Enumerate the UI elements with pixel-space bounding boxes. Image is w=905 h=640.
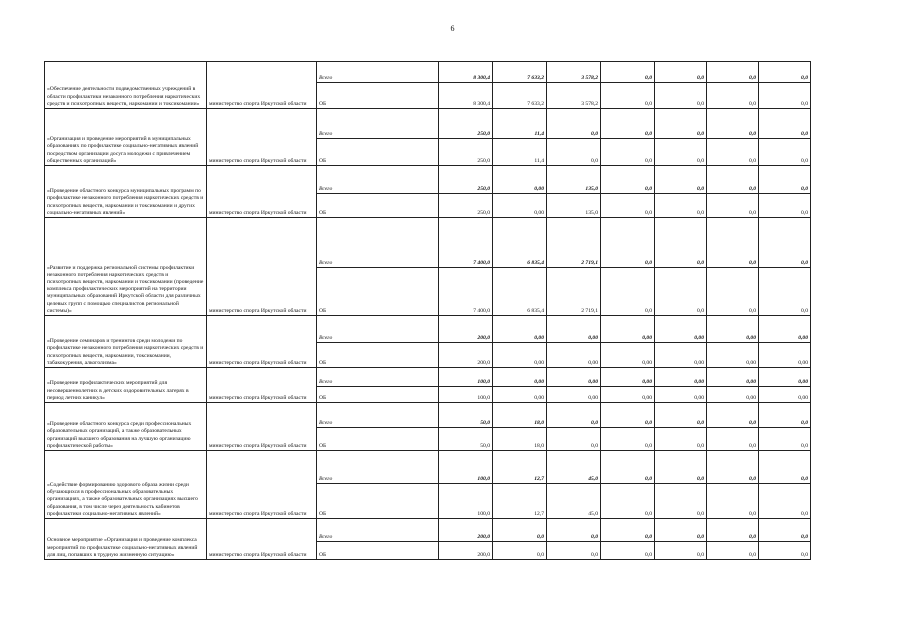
total-value-cell: 0,0 (601, 451, 655, 484)
total-value-cell: 200,0 (439, 519, 493, 542)
ob-value-cell: 0,0 (759, 194, 811, 218)
total-value-cell: 50,0 (439, 403, 493, 428)
total-value-cell: 0,0 (547, 519, 601, 542)
total-value-cell: 0,00 (547, 368, 601, 387)
ob-value-cell: 0,0 (655, 428, 707, 451)
total-value-cell: 0,0 (759, 109, 811, 139)
total-value-cell: 0,0 (601, 109, 655, 139)
total-value-cell: 0,0 (655, 109, 707, 139)
source-ob-label: ОБ (317, 83, 439, 109)
total-value-cell: 0,0 (655, 519, 707, 542)
total-value-cell: 0,0 (759, 62, 811, 83)
ob-value-cell: 0,0 (707, 194, 759, 218)
source-ob-label: ОБ (317, 387, 439, 403)
ob-value-cell: 3 578,2 (547, 83, 601, 109)
ob-value-cell: 0,0 (601, 194, 655, 218)
total-value-cell: 0,00 (707, 316, 759, 343)
total-value-cell: 0,0 (601, 403, 655, 428)
total-value-cell: 0,0 (707, 218, 759, 268)
total-value-cell: 18,0 (493, 403, 547, 428)
total-value-cell: 0,0 (759, 218, 811, 268)
total-value-cell: 0,0 (655, 403, 707, 428)
ob-value-cell: 0,00 (547, 387, 601, 403)
ob-value-cell: 2 719,1 (547, 268, 601, 316)
ob-value-cell: 100,0 (439, 387, 493, 403)
total-value-cell: 0,0 (547, 109, 601, 139)
ob-value-cell: 0,0 (601, 139, 655, 166)
source-ob-label: ОБ (317, 484, 439, 519)
source-ob-label: ОБ (317, 194, 439, 218)
total-value-cell: 0,0 (759, 166, 811, 194)
responsible-executor: министерство спорта Иркутской области (207, 166, 317, 218)
event-description: «Содействие формированию здорового образа жизни среди обучающихся в профессиональных образовательных организациях, а также образовательных организациях высшего образования, в том числе через деятельность кабинетов профилактики социально-негативных явлений» (45, 451, 207, 519)
ob-value-cell: 0,0 (655, 139, 707, 166)
table-row-total (45, 218, 811, 268)
event-description: «Проведение профилактических мероприятий для несовершеннолетних в детских оздоровительных лагерях в период летних каникул» (45, 368, 207, 403)
ob-value-cell: 0,0 (601, 428, 655, 451)
ob-value-cell: 0,0 (547, 428, 601, 451)
total-value-cell: 0,0 (655, 451, 707, 484)
total-value-cell: 0,00 (601, 316, 655, 343)
ob-value-cell: 45,0 (547, 484, 601, 519)
source-total-label: Всего (317, 62, 439, 83)
event-description: Основное мероприятие «Организация и проведение комплекса мероприятий по профилактике социально-негативных явлений для лиц, попавших в трудную жизненную ситуацию» (45, 519, 207, 560)
ob-value-cell: 0,0 (759, 484, 811, 519)
total-value-cell: 0,0 (759, 451, 811, 484)
table-row-total (45, 62, 811, 83)
ob-value-cell: 0,00 (547, 343, 601, 368)
event-description: «Развитие и поддержка региональной системы профилактики незаконного потребления наркотических средств и психотропных веществ, наркомании и токсикомании (проведение комплекса профилактических мероприятий на территории муниципальных образований Иркутской области для различных целевых групп с помощью специалистов региональной системы)» (45, 218, 207, 316)
total-value-cell: 0,00 (493, 368, 547, 387)
total-value-cell: 0,00 (655, 368, 707, 387)
responsible-executor: министерство спорта Иркутской области (207, 519, 317, 560)
total-value-cell: 7 400,0 (439, 218, 493, 268)
ob-value-cell: 0,0 (759, 83, 811, 109)
ob-value-cell: 0,0 (655, 194, 707, 218)
total-value-cell: 0,0 (601, 166, 655, 194)
total-value-cell: 200,0 (439, 316, 493, 343)
total-value-cell: 3 578,2 (547, 62, 601, 83)
total-value-cell: 0,0 (655, 166, 707, 194)
total-value-cell: 0,00 (493, 166, 547, 194)
event-description: «Организация и проведение мероприятий в муниципальных образованиях по профилактике социально-негативных явлений посредством организации досуга молодежи с привлечением общественных организаций» (45, 109, 207, 166)
total-value-cell: 0,00 (655, 316, 707, 343)
ob-value-cell: 0,0 (759, 268, 811, 316)
source-ob-label: ОБ (317, 428, 439, 451)
ob-value-cell: 0,0 (707, 428, 759, 451)
ob-value-cell: 0,00 (655, 343, 707, 368)
ob-value-cell: 0,0 (707, 83, 759, 109)
total-value-cell: 100,0 (439, 451, 493, 484)
total-value-cell: 0,00 (493, 316, 547, 343)
ob-value-cell: 250,0 (439, 139, 493, 166)
total-value-cell: 45,0 (547, 451, 601, 484)
source-ob-label: ОБ (317, 542, 439, 560)
ob-value-cell: 6 835,4 (493, 268, 547, 316)
ob-value-cell: 200,0 (439, 343, 493, 368)
total-value-cell: 0,0 (655, 62, 707, 83)
ob-value-cell: 0,00 (601, 343, 655, 368)
responsible-executor: министерство спорта Иркутской области (207, 109, 317, 166)
ob-value-cell: 0,0 (707, 139, 759, 166)
total-value-cell: 0,0 (493, 519, 547, 542)
ob-value-cell: 0,00 (707, 343, 759, 368)
ob-value-cell: 100,0 (439, 484, 493, 519)
table-row-total (45, 109, 811, 139)
table-row-total (45, 451, 811, 484)
ob-value-cell: 0,0 (759, 542, 811, 560)
ob-value-cell: 0,0 (601, 83, 655, 109)
total-value-cell: 0,00 (759, 368, 811, 387)
table-row-total (45, 368, 811, 387)
total-value-cell: 7 633,2 (493, 62, 547, 83)
ob-value-cell: 0,0 (655, 542, 707, 560)
ob-value-cell: 0,00 (707, 387, 759, 403)
ob-value-cell: 0,0 (655, 83, 707, 109)
total-value-cell: 0,0 (655, 218, 707, 268)
total-value-cell: 0,00 (601, 368, 655, 387)
ob-value-cell: 0,0 (547, 139, 601, 166)
total-value-cell: 8 300,4 (439, 62, 493, 83)
table-row-total (45, 316, 811, 343)
source-total-label: Всего (317, 368, 439, 387)
total-value-cell: 250,0 (439, 109, 493, 139)
event-description: «Проведение областного конкурса среди профессиональных образовательных организаций, а также образовательных организаций высшего образования на лучшую организацию профилактической работы» (45, 403, 207, 451)
table-row-total (45, 166, 811, 194)
ob-value-cell: 0,0 (707, 484, 759, 519)
table-row-total (45, 519, 811, 542)
ob-value-cell: 7 400,0 (439, 268, 493, 316)
ob-value-cell: 0,00 (601, 387, 655, 403)
ob-value-cell: 0,0 (759, 139, 811, 166)
program-table (44, 61, 811, 560)
total-value-cell: 12,7 (493, 451, 547, 484)
source-total-label: Всего (317, 218, 439, 268)
ob-value-cell: 50,0 (439, 428, 493, 451)
total-value-cell: 11,4 (493, 109, 547, 139)
ob-value-cell: 8 300,4 (439, 83, 493, 109)
ob-value-cell: 12,7 (493, 484, 547, 519)
responsible-executor: министерство спорта Иркутской области (207, 62, 317, 109)
event-description: «Проведение областного конкурса муниципальных программ по профилактике незаконного потребления наркотических средств и психотропных веществ, наркомании и токсикомании и других социально-негативных явлений» (45, 166, 207, 218)
total-value-cell: 0,0 (601, 218, 655, 268)
total-value-cell: 0,0 (759, 519, 811, 542)
total-value-cell: 2 719,1 (547, 218, 601, 268)
responsible-executor: министерство спорта Иркутской области (207, 218, 317, 316)
table-row-total (45, 403, 811, 428)
ob-value-cell: 0,00 (493, 343, 547, 368)
total-value-cell: 0,00 (547, 316, 601, 343)
source-total-label: Всего (317, 451, 439, 484)
ob-value-cell: 200,0 (439, 542, 493, 560)
total-value-cell: 0,0 (601, 519, 655, 542)
event-description: «Обеспечение деятельности подведомственных учреждений в области профилактики незаконного потребления наркотических средств и психотропных веществ, наркомании и токсикомании» (45, 62, 207, 109)
source-total-label: Всего (317, 403, 439, 428)
source-ob-label: ОБ (317, 139, 439, 166)
source-total-label: Всего (317, 109, 439, 139)
ob-value-cell: 0,0 (655, 484, 707, 519)
ob-value-cell: 0,0 (547, 542, 601, 560)
page-number: 6 (450, 24, 455, 33)
ob-value-cell: 135,0 (547, 194, 601, 218)
responsible-executor: министерство спорта Иркутской области (207, 368, 317, 403)
source-total-label: Всего (317, 316, 439, 343)
total-value-cell: 0,0 (601, 62, 655, 83)
total-value-cell: 0,0 (707, 403, 759, 428)
total-value-cell: 0,00 (759, 316, 811, 343)
ob-value-cell: 7 633,2 (493, 83, 547, 109)
ob-value-cell: 0,00 (493, 194, 547, 218)
total-value-cell: 0,0 (707, 62, 759, 83)
responsible-executor: министерство спорта Иркутской области (207, 316, 317, 368)
ob-value-cell: 18,0 (493, 428, 547, 451)
ob-value-cell: 0,0 (601, 542, 655, 560)
ob-value-cell: 0,00 (759, 387, 811, 403)
ob-value-cell: 0,0 (655, 268, 707, 316)
responsible-executor: министерство спорта Иркутской области (207, 451, 317, 519)
ob-value-cell: 11,4 (493, 139, 547, 166)
source-total-label: Всего (317, 166, 439, 194)
ob-value-cell: 250,0 (439, 194, 493, 218)
source-ob-label: ОБ (317, 268, 439, 316)
ob-value-cell: 0,0 (759, 428, 811, 451)
total-value-cell: 0,0 (547, 403, 601, 428)
event-description: «Проведение семинаров и тренингов среди молодежи по профилактике незаконного потребления наркотических средств и психотропных веществ, наркомании, токсикомании, табакокурения, алкоголизма» (45, 316, 207, 368)
ob-value-cell: 0,0 (707, 268, 759, 316)
total-value-cell: 0,0 (707, 451, 759, 484)
ob-value-cell: 0,0 (707, 542, 759, 560)
total-value-cell: 0,0 (707, 519, 759, 542)
ob-value-cell: 0,0 (601, 484, 655, 519)
ob-value-cell: 0,00 (655, 387, 707, 403)
total-value-cell: 0,0 (707, 109, 759, 139)
total-value-cell: 0,0 (707, 166, 759, 194)
responsible-executor: министерство спорта Иркутской области (207, 403, 317, 451)
total-value-cell: 0,0 (759, 403, 811, 428)
total-value-cell: 0,00 (707, 368, 759, 387)
ob-value-cell: 0,00 (493, 387, 547, 403)
total-value-cell: 250,0 (439, 166, 493, 194)
total-value-cell: 135,0 (547, 166, 601, 194)
ob-value-cell: 0,00 (759, 343, 811, 368)
total-value-cell: 6 835,4 (493, 218, 547, 268)
ob-value-cell: 0,0 (601, 268, 655, 316)
source-total-label: Всего (317, 519, 439, 542)
ob-value-cell: 0,0 (493, 542, 547, 560)
total-value-cell: 100,0 (439, 368, 493, 387)
source-ob-label: ОБ (317, 343, 439, 368)
